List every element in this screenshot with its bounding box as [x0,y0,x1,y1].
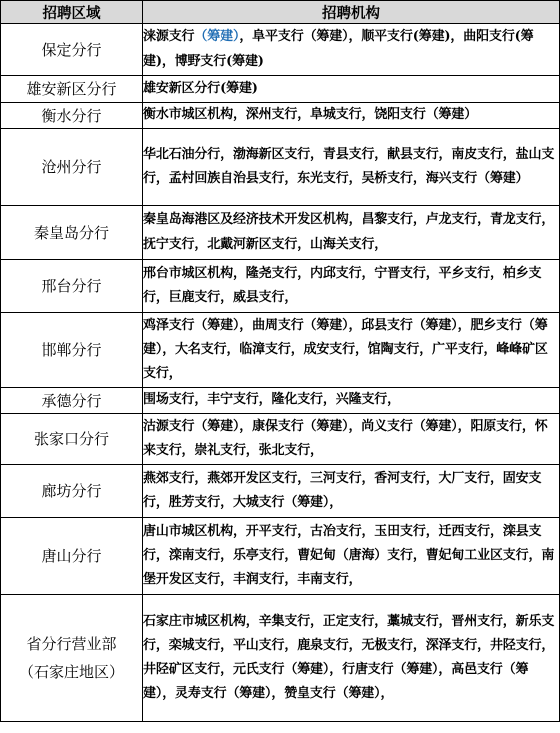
table-row [1,313,560,388]
org-prefix: 涞源支行 [143,29,195,45]
region-cell: 保定分行 [1,24,143,76]
org-cell: 雄安新区分行(筹建) [143,76,560,103]
table-row [1,388,560,414]
org-cell: 沽源支行（筹建），康保支行（筹建），尚义支行（筹建），阳原支行，怀来支行，崇礼支行，张北支行， [143,414,560,465]
region-name: 省分行营业部 [26,635,117,653]
org-highlight: （筹建） [194,29,240,45]
region-cell: 邯郸分行 [1,313,143,388]
region-cell: 承德分行 [1,388,143,414]
org-cell [143,24,560,76]
table-row [1,260,560,313]
table-row [1,206,560,260]
table-row [1,76,560,103]
region-cell: 衡水分行 [1,103,143,129]
org-cell: 燕郊支行，燕郊开发区支行，三河支行，香河支行，大厂支行，固安支行，胜芳支行，大城支行（筹建）， [143,465,560,518]
org-cell: 邢台市城区机构，隆尧支行，内邱支行，宁晋支行，平乡支行，柏乡支行，巨鹿支行，威县支行， [143,260,560,313]
region-cell: 秦皇岛分行 [1,206,143,260]
table-row [1,414,560,465]
org-cell: 石家庄市城区机构，辛集支行，正定支行，藁城支行，晋州支行，新乐支行，栾城支行，平山支行，鹿泉支行，无极支行，深泽支行，井陉支行，井陉矿区支行，元氏支行（筹建），行唐支行（筹建），高邑支行（筹建），灵寿支行（筹建），赞皇支行（筹建）， [143,595,560,722]
header-row [1,1,560,24]
region-subname: （石家庄地区） [18,663,124,681]
table-row [1,129,560,206]
region-cell: 邢台分行 [1,260,143,313]
org-cell: 秦皇岛海港区及经济技术开发区机构，昌黎支行，卢龙支行，青龙支行，抚宁支行，北戴河新区支行，山海关支行， [143,206,560,260]
table-row [1,595,560,722]
header-org: 招聘机构 [143,1,560,24]
region-cell: 唐山分行 [1,518,143,595]
table-row [1,465,560,518]
region-cell: 沧州分行 [1,129,143,206]
header-region: 招聘区域 [1,1,143,24]
region-cell: 张家口分行 [1,414,143,465]
org-cell: 鸡泽支行（筹建），曲周支行（筹建），邱县支行（筹建），肥乡支行（筹建），大名支行，临漳支行，成安支行，馆陶支行，广平支行，峰峰矿区支行， [143,313,560,388]
org-cell: 衡水市城区机构，深州支行，阜城支行，饶阳支行（筹建） [143,103,560,129]
org-cell: 华北石油分行，渤海新区支行，青县支行，献县支行，南皮支行，盐山支行，孟村回族自治县支行，东光支行，吴桥支行，海兴支行（筹建） [143,129,560,206]
table-row [1,518,560,595]
org-text: ，阜平支行（筹建），顺平支行(筹建)，曲阳支行(筹建)，博野支行(筹建) [143,29,534,69]
org-cell: 唐山市城区机构，开平支行，古冶支行，玉田支行，迁西支行，滦县支行，滦南支行，乐亭支行，曹妃甸（唐海）支行，曹妃甸工业区支行，南堡开发区支行，丰润支行，丰南支行， [143,518,560,595]
region-cell: 廊坊分行 [1,465,143,518]
region-cell [1,595,143,722]
region-cell: 雄安新区分行 [1,76,143,103]
org-cell: 围场支行，丰宁支行，隆化支行，兴隆支行， [143,388,560,414]
table-row [1,24,560,76]
table-row [1,103,560,129]
